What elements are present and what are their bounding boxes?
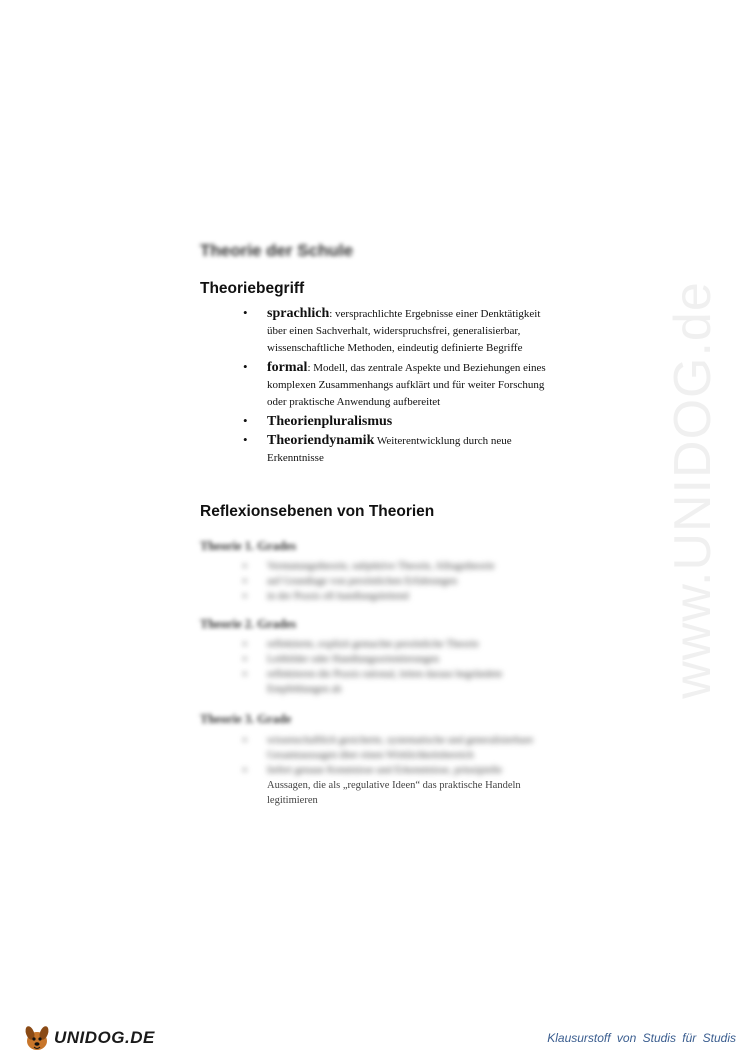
bullet-icon: ▪ [243, 654, 247, 665]
logo-text: UNIDOG.DE [54, 1028, 155, 1047]
term-description: Weiterentwicklung durch neue Erkenntnisse [267, 435, 512, 464]
dog-mascot-icon [22, 1023, 52, 1053]
grade-2-list [243, 637, 553, 697]
section-heading-theoriebegriff: Theoriebegriff [200, 280, 305, 297]
list-item [243, 432, 553, 466]
bullet-icon: • [243, 432, 248, 447]
grade-heading-3: Theorie 3. Grade [200, 712, 292, 726]
list-item-continuation: Aussagen, die als „regulative Ideen“ das praktische Handeln legitimieren [267, 780, 521, 806]
term-description: Modell, das zentrale Aspekte und Beziehungen eines komplexen Zusammenhangs aufklärt und für weiter Forschung oder praktische Anwendung aufbereitet [267, 362, 546, 408]
grade-heading-2: Theorie 2. Grades [200, 617, 297, 631]
footer-tagline: Klausurstoff von Studis für Studis [547, 1031, 736, 1045]
term: Theoriendynamik [267, 433, 375, 448]
list-item [243, 305, 553, 356]
section-heading-reflexionsebenen: Reflexionsebenen von Theorien [200, 503, 435, 520]
unidog-logo[interactable] [22, 1023, 155, 1053]
term-description: versprachlichte Ergebnisse einer Denktätigkeit über einen Sachverhalt, widerspruchsfrei, generalisierbar, wissenschaftliche Methoden, eindeutig definierte Begriffe [267, 308, 541, 354]
bullet-icon: ▪ [243, 591, 247, 602]
watermark [648, 230, 738, 750]
list-item: ▪ reflektierte, explizit gemachte persönliche Theorie [243, 639, 479, 650]
watermark-text: www.UNIDOG.de [664, 281, 722, 699]
list-item: ▪ wissenschaftlich gesicherte, systematische und generalisierbare Gesamtaussagen über einen Wirklichkeitsbereich [243, 735, 534, 761]
term-separator: : [307, 362, 311, 374]
bullet-icon: ▪ [243, 735, 247, 746]
list-item: ▪ liefert genaue Kenntnisse und Erkenntnisse, prinzipielle [243, 765, 503, 776]
term: Theorienpluralismus [267, 414, 393, 429]
bullet-icon: ▪ [243, 669, 247, 680]
list-item: ▪ Vermutungstheorie, subjektive Theorie, Alltagstheorie [243, 561, 495, 572]
list-item: ▪ Leitbilder oder Handlungsorientierungen [243, 654, 440, 665]
page-title: Theorie der Schule [200, 241, 354, 260]
list-item [243, 359, 553, 410]
bullet-icon: ▪ [243, 561, 247, 572]
term-separator: : [329, 308, 333, 320]
bullet-icon: ▪ [243, 765, 247, 776]
grade-1-list [243, 559, 553, 604]
term: formal [267, 360, 308, 375]
list-item: ▪ reflektieren die Praxis rational, leiten daraus begründete Empfehlungen ab [243, 669, 503, 695]
bullet-icon: • [243, 305, 248, 320]
list-item: ▪ auf Grundlage von persönlichen Erfahrungen [243, 576, 458, 587]
list-item: ▪ in der Praxis oft handlungsleitend [243, 591, 409, 602]
grade-3-list [243, 733, 553, 808]
bullet-icon: • [243, 359, 248, 374]
grade-heading-1: Theorie 1. Grades [200, 539, 297, 553]
bullet-icon: • [243, 413, 248, 428]
term: sprachlich [267, 306, 330, 321]
bullet-icon: ▪ [243, 639, 247, 650]
bullet-icon: ▪ [243, 576, 247, 587]
theoriebegriff-list [243, 305, 553, 466]
list-item [243, 413, 553, 429]
